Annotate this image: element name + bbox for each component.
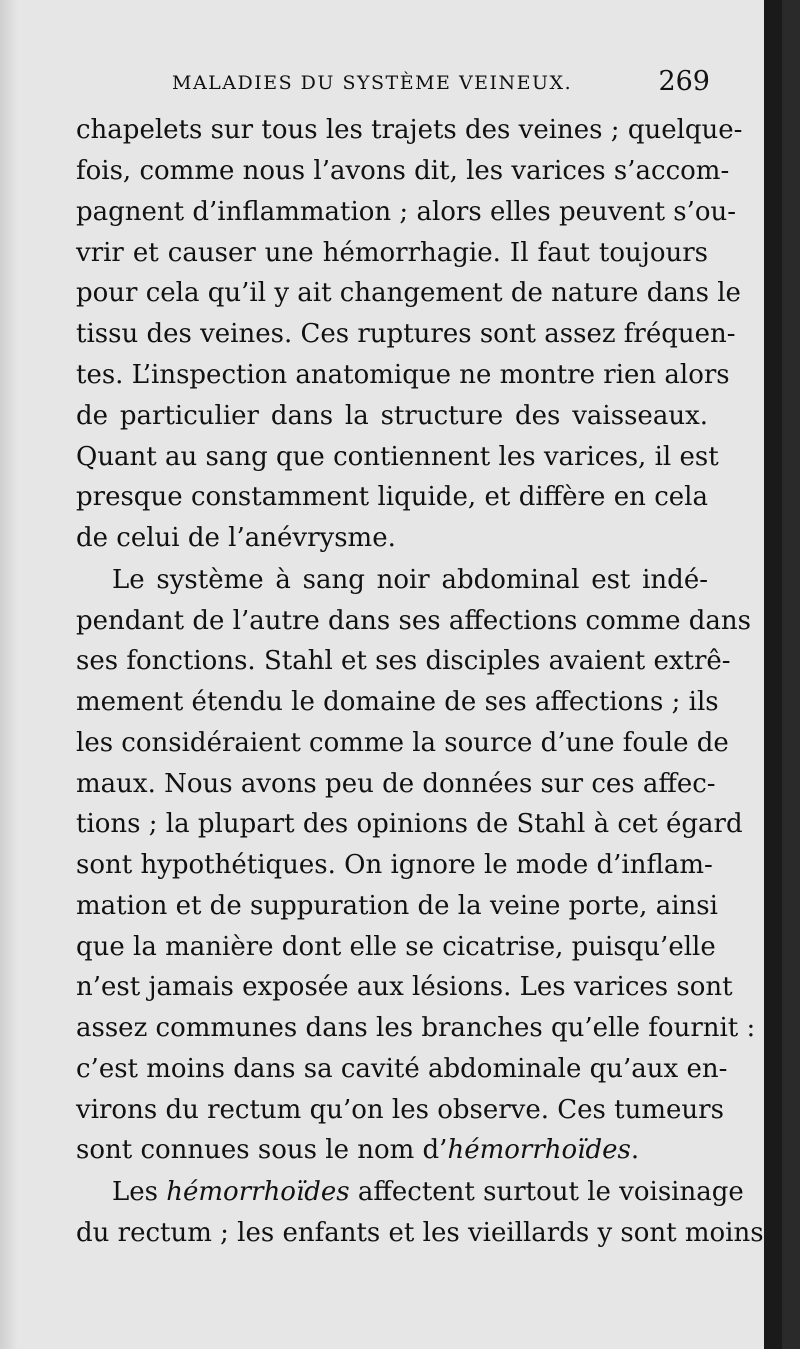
text-line: Le système à sang noir abdominal est indé- — [112, 565, 708, 595]
text-line: virons du rectum qu’on les observe. Ces tumeurs — [76, 1095, 724, 1125]
text-line: du rectum ; les enfants et les vieillards y sont moins — [76, 1218, 764, 1248]
text-line: sont hypothétiques. On ignore le mode d’inflam- — [76, 850, 713, 880]
text-line: tes. L’inspection anatomique ne montre rien alors — [76, 360, 730, 390]
text-line: vrir et causer une hémorrhagie. Il faut toujours — [76, 238, 708, 268]
text-line: tissu des veines. Ces ruptures sont assez fréquen- — [76, 319, 736, 349]
text-line: de particulier dans la structure des vaisseaux. — [76, 401, 708, 431]
page-edge — [764, 0, 782, 1349]
text-run: . — [630, 1135, 640, 1165]
text-line: n’est jamais exposée aux lésions. Les varices sont — [76, 972, 733, 1002]
italic-term: hémorrhoïdes — [447, 1135, 631, 1165]
text-run: sont connues sous le nom d’ — [76, 1135, 448, 1165]
running-title: MALADIES DU SYSTÈME VEINEUX. — [172, 72, 573, 94]
text-line: maux. Nous avons peu de données sur ces affec- — [76, 769, 716, 799]
text-line: pagnent d’inflammation ; alors elles peuvent s’ou- — [76, 197, 737, 227]
text-line: pour cela qu’il y ait changement de nature dans le — [76, 278, 741, 308]
italic-term: hémorrhoïdes — [166, 1177, 350, 1207]
page-gutter-shadow — [0, 0, 18, 1349]
text-line: mement étendu le domaine de ses affections ; ils — [76, 687, 719, 717]
text-line: tions ; la plupart des opinions de Stahl à cet égard — [76, 809, 743, 839]
running-head — [172, 66, 710, 106]
text-line: chapelets sur tous les trajets des veines ; quelque- — [76, 115, 743, 145]
text-line: les considéraient comme la source d’une foule de — [76, 728, 729, 758]
text-line: ses fonctions. Stahl et ses disciples avaient extrê- — [76, 646, 731, 676]
text-line: fois, comme nous l’avons dit, les varices s’accom- — [76, 156, 730, 186]
text-line: mation et de suppuration de la veine porte, ainsi — [76, 891, 718, 921]
text-line — [112, 1172, 744, 1212]
text-line: Quant au sang que contiennent les varices, il est — [76, 442, 719, 472]
text-run: affectent surtout le voisinage — [349, 1177, 744, 1207]
text-line: de celui de l’anévrysme. — [76, 523, 396, 553]
text-line: pendant de l’autre dans ses affections comme dans — [76, 606, 751, 636]
text-run: Les — [112, 1177, 167, 1207]
text-line: presque constamment liquide, et diffère en cela — [76, 482, 708, 512]
text-line: c’est moins dans sa cavité abdominale qu’aux en- — [76, 1054, 728, 1084]
text-line: assez communes dans les branches qu’elle fournit : — [76, 1013, 756, 1043]
text-line — [76, 1130, 708, 1170]
text-line: que la manière dont elle se cicatrise, puisqu’elle — [76, 932, 716, 962]
page-number: 269 — [658, 66, 710, 97]
